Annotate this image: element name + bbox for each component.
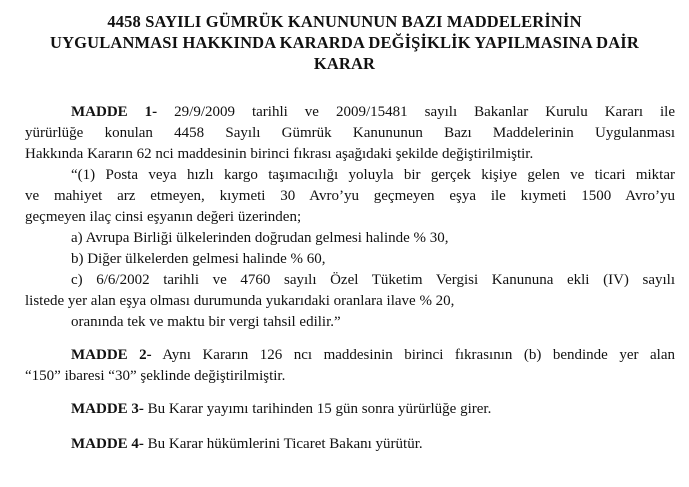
madde-3-line <box>71 400 491 418</box>
document-title-line-1: 4458 SAYILI GÜMRÜK KANUNUNUN BAZI MADDELERİNİN <box>107 12 582 31</box>
madde-2-line-2: “150” ibaresi “30” şeklinde değiştirilmiştir. <box>25 368 286 384</box>
madde-1-line-3: Hakkında Kararın 62 nci maddesinin birinci fıkrası aşağıdaki şekilde değiştirilmiştir. <box>25 146 534 162</box>
madde-2-line-1 <box>71 346 675 364</box>
madde-1-text-1: 29/9/2009 tarihli ve 2009/15481 sayılı Bakanlar Kurulu Kararı ile <box>174 104 676 120</box>
item-c-line-2: listede yer alan eşya olması durumunda yukarıdaki oranlara ilave % 20, <box>25 293 455 309</box>
item-c-line-3: oranında tek ve maktu bir vergi tahsil edilir.” <box>71 314 341 330</box>
document-title-line-2: UYGULANMASI HAKKINDA KARARDA DEĞİŞİKLİK YAPILMASINA DAİR <box>50 33 639 52</box>
madde-1-line-1 <box>71 103 675 121</box>
madde-4-label: MADDE 4- <box>71 436 144 452</box>
amended-text-line-3: geçmeyen ilaç cinsi eşyanın değeri üzerinden; <box>25 209 302 225</box>
amended-text-line-2: ve mahiyet arz etmeyen, kıymeti 30 Avro’yu geçmeyen eşya ile kıymeti 1500 Avro’yu <box>25 188 675 204</box>
item-b: b) Diğer ülkelerden gelmesi halinde % 60, <box>71 251 326 267</box>
madde-4-line <box>71 435 423 453</box>
madde-1-line-2: yürürlüğe konulan 4458 Sayılı Gümrük Kanununun Bazı Maddelerinin Uygulanması <box>25 125 675 141</box>
document-title-line-3: KARAR <box>313 54 376 73</box>
madde-4-text: Bu Karar hükümlerini Ticaret Bakanı yürütür. <box>147 436 423 452</box>
madde-3-label: MADDE 3- <box>71 401 144 417</box>
madde-3-text: Bu Karar yayımı tarihinden 15 gün sonra yürürlüğe girer. <box>147 401 492 417</box>
madde-2-label: MADDE 2- <box>71 347 152 363</box>
madde-2-text-1: Aynı Kararın 126 ncı maddesinin birinci fıkrasının (b) bendinde yer alan <box>162 347 675 363</box>
item-a: a) Avrupa Birliği ülkelerinden doğrudan gelmesi halinde % 30, <box>71 230 449 246</box>
amended-text-line-1: “(1) Posta veya hızlı kargo taşımacılığı yoluyla bir gerçek kişiye gelen ve ticari miktar <box>71 167 675 183</box>
item-c-line-1: c) 6/6/2002 tarihli ve 4760 sayılı Özel Tüketim Vergisi Kanununa ekli (IV) sayılı <box>71 272 675 288</box>
madde-1-label: MADDE 1- <box>71 104 158 120</box>
